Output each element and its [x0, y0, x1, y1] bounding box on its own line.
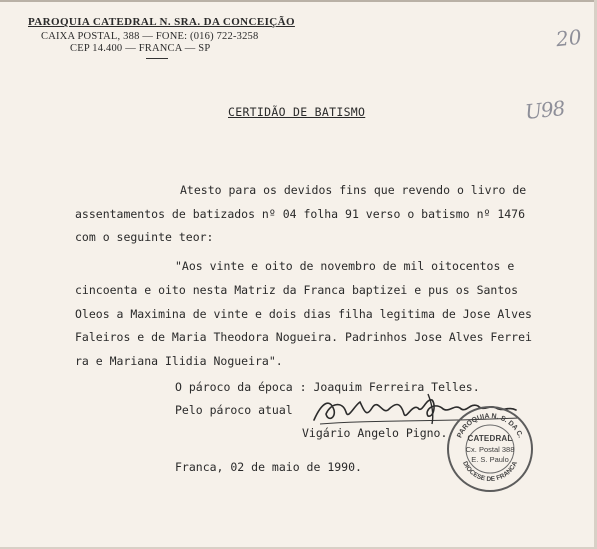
stamp-ring-top: PAROQUIA N. S. DA C.	[456, 412, 524, 440]
paragraph1-line: Atesto para os devidos fins que revendo o livro de	[180, 183, 527, 197]
stamp-center-line: Cx. Postal 388	[465, 445, 515, 454]
stamp-ring-bottom: DIOCESE DE FRANCA	[461, 460, 519, 484]
issue-date: Franca, 02 de maio de 1990.	[175, 460, 362, 474]
handwritten-reference: U98	[523, 96, 566, 124]
signatory-name: Vigário Angelo Pigno.	[302, 426, 448, 440]
quote-line: Oleos a Maximina de vinte e dois dias filha legitima de Jose Alves	[75, 307, 532, 321]
letterhead-address: CEP 14.400 — FRANCA — SP	[70, 43, 211, 54]
letterhead-parish-name: PAROQUIA CATEDRAL N. SRA. DA CONCEIÇÃO	[28, 16, 295, 28]
priest-of-time-statement: O pároco da época : Joaquim Ferreira Telles.	[175, 380, 480, 394]
handwritten-page-number: 20	[554, 24, 583, 52]
letterhead-divider	[146, 58, 168, 59]
paragraph1-line: assentamentos de batizados nº 04 folha 91 verso o batismo nº 1476	[75, 207, 526, 221]
quote-line: "Aos vinte e oito de novembro de mil oitocentos e	[175, 259, 515, 273]
current-priest-statement: Pelo pároco atual	[175, 403, 293, 417]
scan-top-border	[0, 0, 597, 2]
document-title: CERTIDÃO DE BATISMO	[228, 105, 366, 119]
paragraph1-line: com o seguinte teor:	[75, 230, 214, 244]
letterhead	[28, 16, 295, 59]
parish-seal-stamp	[447, 406, 533, 492]
quote-line: Faleiros e de Maria Theodora Nogueira. Padrinhos Jose Alves Ferrei	[75, 330, 532, 344]
letterhead-contact: CAIXA POSTAL, 388 — FONE: (016) 722-3258	[41, 31, 259, 42]
stamp-center-line: CATEDRAL	[467, 434, 513, 443]
stamp-center-line: E. S. Paulo	[471, 455, 509, 464]
quote-line: ra e Mariana Ilidia Nogueira".	[75, 354, 283, 368]
quote-line: cincoenta e oito nesta Matriz da Franca baptizei e pus os Santos	[75, 283, 519, 297]
